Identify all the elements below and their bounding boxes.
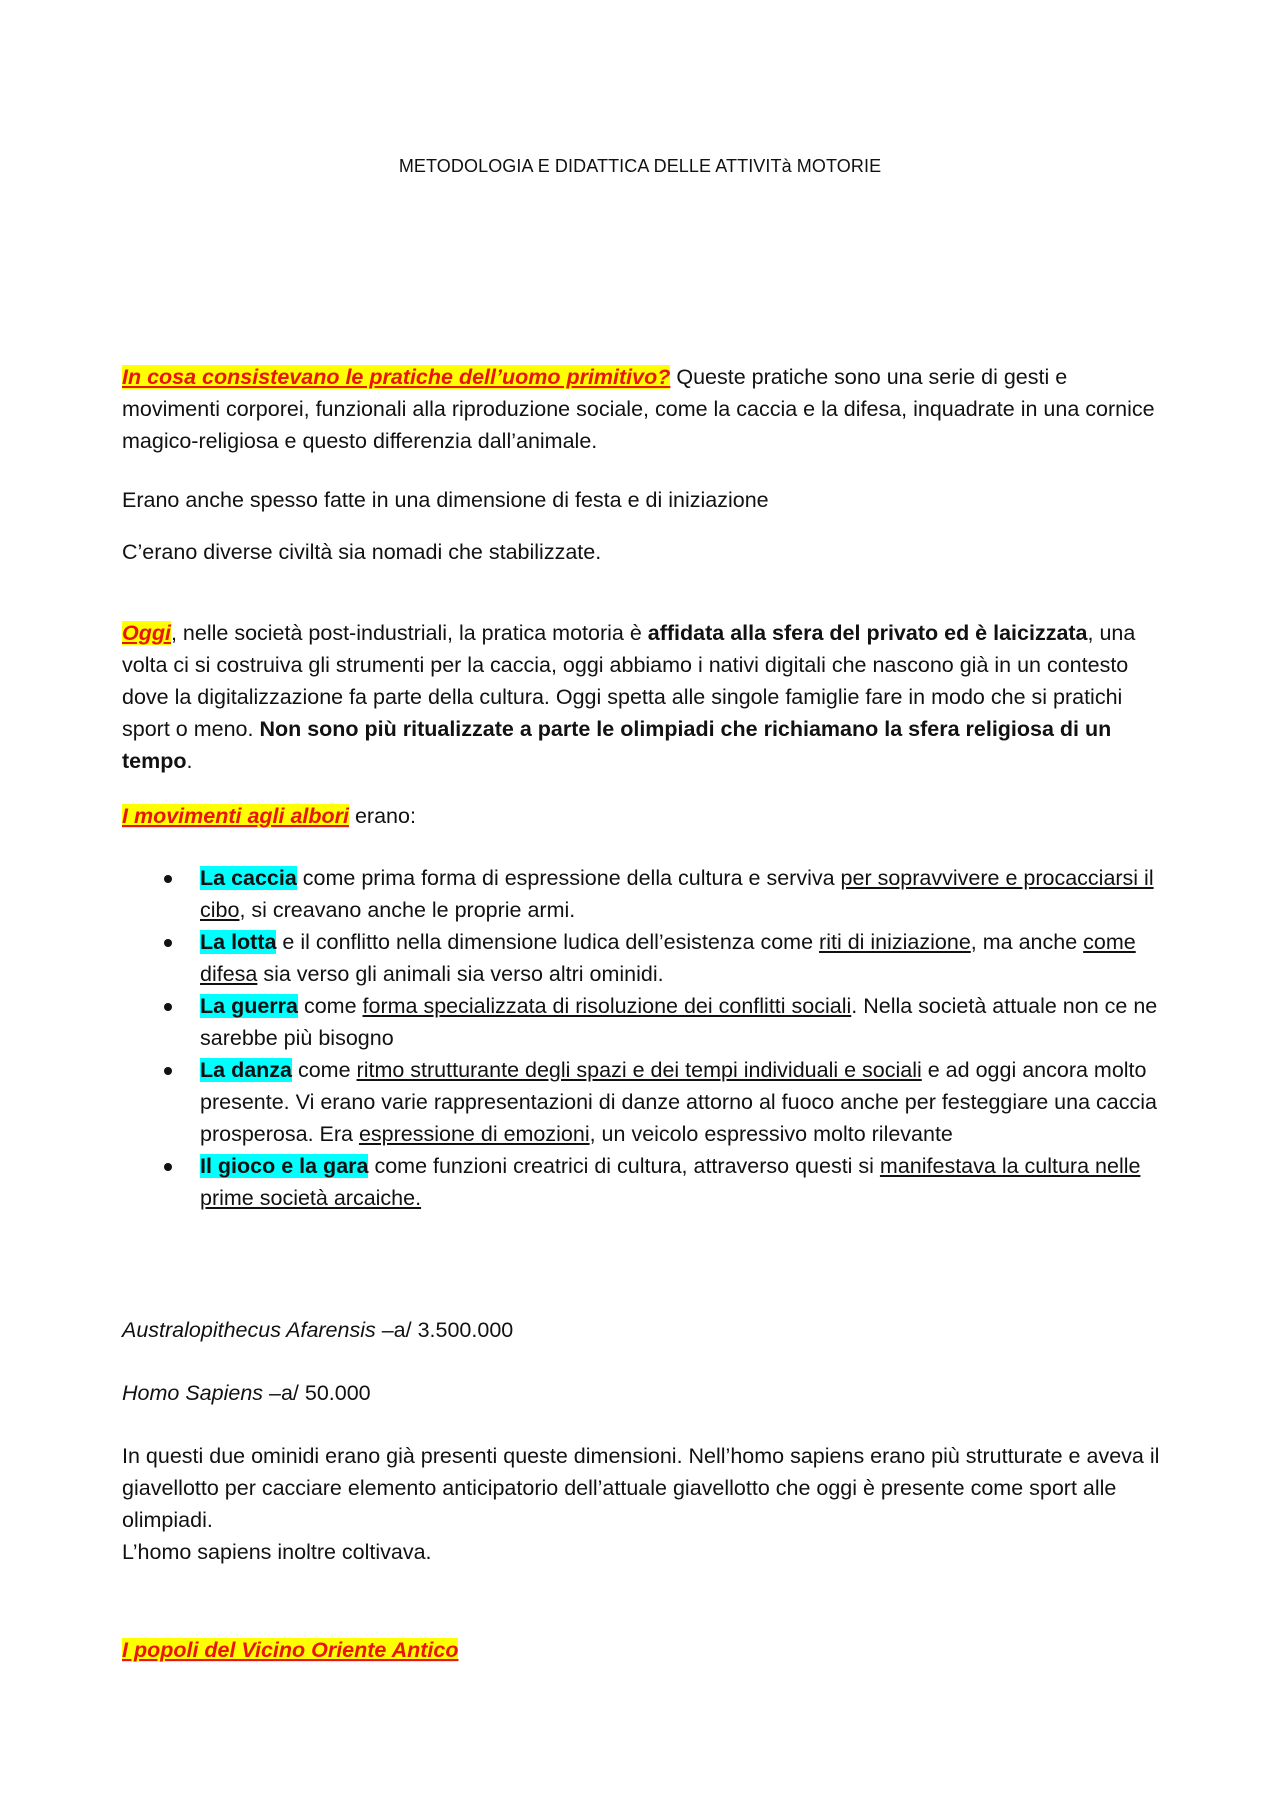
- bullet-text: come: [292, 1058, 357, 1082]
- movimenti-label: I movimenti agli albori: [122, 804, 349, 828]
- bullet-text: , ma anche: [970, 930, 1084, 954]
- movimenti-suffix: erano:: [349, 804, 416, 828]
- oggi-paragraph: [122, 617, 1162, 777]
- oggi-section: [122, 617, 1162, 777]
- popoli-label: I popoli del Vicino Oriente Antico: [122, 1638, 459, 1662]
- bullet-text: come funzioni creatrici di cultura, attraverso questi si: [368, 1154, 880, 1178]
- intro-paragraph-3: [122, 536, 1162, 568]
- movimenti-list-container: [122, 862, 1162, 1214]
- bullet-term: Il gioco e la gara: [200, 1154, 369, 1178]
- bullet-term: La lotta: [200, 930, 277, 954]
- oggi-bold-1: affidata alla sfera del privato ed è laicizzata: [647, 621, 1088, 645]
- ominidi-paragraph: In questi due ominidi erano già presenti queste dimensioni. Nell’homo sapiens erano più strutturate e aveva il giavellotto per cacciare elemento anticipatorio dell’attuale giavellotto che oggi è presente come sport alle olimpiadi.: [122, 1444, 1160, 1532]
- bullet-text: e ad oggi ancora molto presente. Vi erano varie rappresentazioni di danze attorno al fuoco anche per festeggiare una caccia prosperosa. Era: [200, 1058, 1157, 1146]
- species-australopithecus: [122, 1314, 1162, 1346]
- oggi-text-3: .: [186, 749, 193, 773]
- bullet-text: , si creavano anche le proprie armi.: [239, 898, 576, 922]
- intro-p2-text: Erano anche spesso fatte in una dimensione di festa e di iniziazione: [122, 488, 769, 512]
- species-homo-sapiens: [122, 1377, 1162, 1409]
- bullet-underline: forma specializzata di risoluzione dei conflitti sociali: [362, 994, 852, 1018]
- bullet-text: e il conflitto nella dimensione ludica dell’esistenza come: [276, 930, 820, 954]
- popoli-heading: [122, 1634, 1162, 1666]
- intro-paragraph-2: [122, 484, 1162, 516]
- bullet-underline: per sopravvivere e procacciarsi il cibo: [200, 866, 1154, 922]
- bullet-text: sia verso gli animali sia verso altri ominidi.: [257, 962, 664, 986]
- intro-paragraph: [122, 361, 1162, 457]
- species-name: Australopithecus Afarensis: [122, 1318, 376, 1342]
- document-title: METODOLOGIA E DIDATTICA DELLE ATTIVITà MOTORIE: [398, 156, 882, 176]
- bullet-term: La danza: [200, 1058, 292, 1082]
- bullet-underline: manifestava la cultura nelle prime società arcaiche.: [200, 1154, 1141, 1210]
- list-item: [122, 990, 1162, 1054]
- bullet-text: come prima forma di espressione della cultura e serviva: [296, 866, 841, 890]
- list-item: [122, 862, 1162, 926]
- intro-section: [122, 361, 1162, 457]
- bullet-text: , un veicolo espressivo molto rilevante: [589, 1122, 953, 1146]
- species-name: Homo Sapiens: [122, 1381, 264, 1405]
- ominidi-section: [122, 1440, 1162, 1568]
- bullet-term: La guerra: [200, 994, 298, 1018]
- species-date: –a/ 50.000: [263, 1381, 371, 1405]
- intro-p3-text: C’erano diverse civiltà sia nomadi che stabilizzate.: [122, 540, 602, 564]
- bullet-text: come: [297, 994, 363, 1018]
- bullet-underline: espressione di emozioni: [358, 1122, 590, 1146]
- movimenti-heading: [122, 800, 1162, 832]
- movimenti-list: [122, 862, 1162, 1214]
- list-item: [122, 926, 1162, 990]
- oggi-text-2: , una volta ci si costruiva gli strumenti per la caccia, oggi abbiamo i nativi digitali che nascono già in un contesto dove la digitalizzazione fa parte della cultura. Oggi spetta alle singole famiglie fare in modo che si pratichi sport o meno.: [122, 621, 1136, 741]
- bullet-term: La caccia: [200, 866, 297, 890]
- intro-question: In cosa consistevano le pratiche dell’uomo primitivo?: [122, 365, 671, 389]
- bullet-underline: come difesa: [200, 930, 1136, 986]
- oggi-text-1: , nelle società post-industriali, la pratica motoria è: [170, 621, 648, 645]
- species-date: –a/ 3.500.000: [375, 1318, 514, 1342]
- list-item: [122, 1054, 1162, 1150]
- list-item: [122, 1150, 1162, 1214]
- bullet-text: . Nella società attuale non ce ne sarebbe più bisogno: [200, 994, 1158, 1050]
- intro-answer: Queste pratiche sono una serie di gesti e movimenti corporei, funzionali alla riproduzione sociale, come la caccia e la difesa, inquadrate in una cornice magico-religiosa e questo differenzia dall’animale.: [122, 365, 1155, 453]
- bullet-underline: riti di iniziazione: [819, 930, 971, 954]
- ominidi-last-line: L’homo sapiens inoltre coltivava.: [122, 1540, 432, 1564]
- oggi-bold-2: Non sono più ritualizzate a parte le olimpiadi che richiamano la sfera religiosa di un tempo: [122, 717, 1112, 773]
- oggi-label: Oggi: [122, 621, 171, 645]
- bullet-underline: ritmo strutturante degli spazi e dei tempi individuali e sociali: [356, 1058, 922, 1082]
